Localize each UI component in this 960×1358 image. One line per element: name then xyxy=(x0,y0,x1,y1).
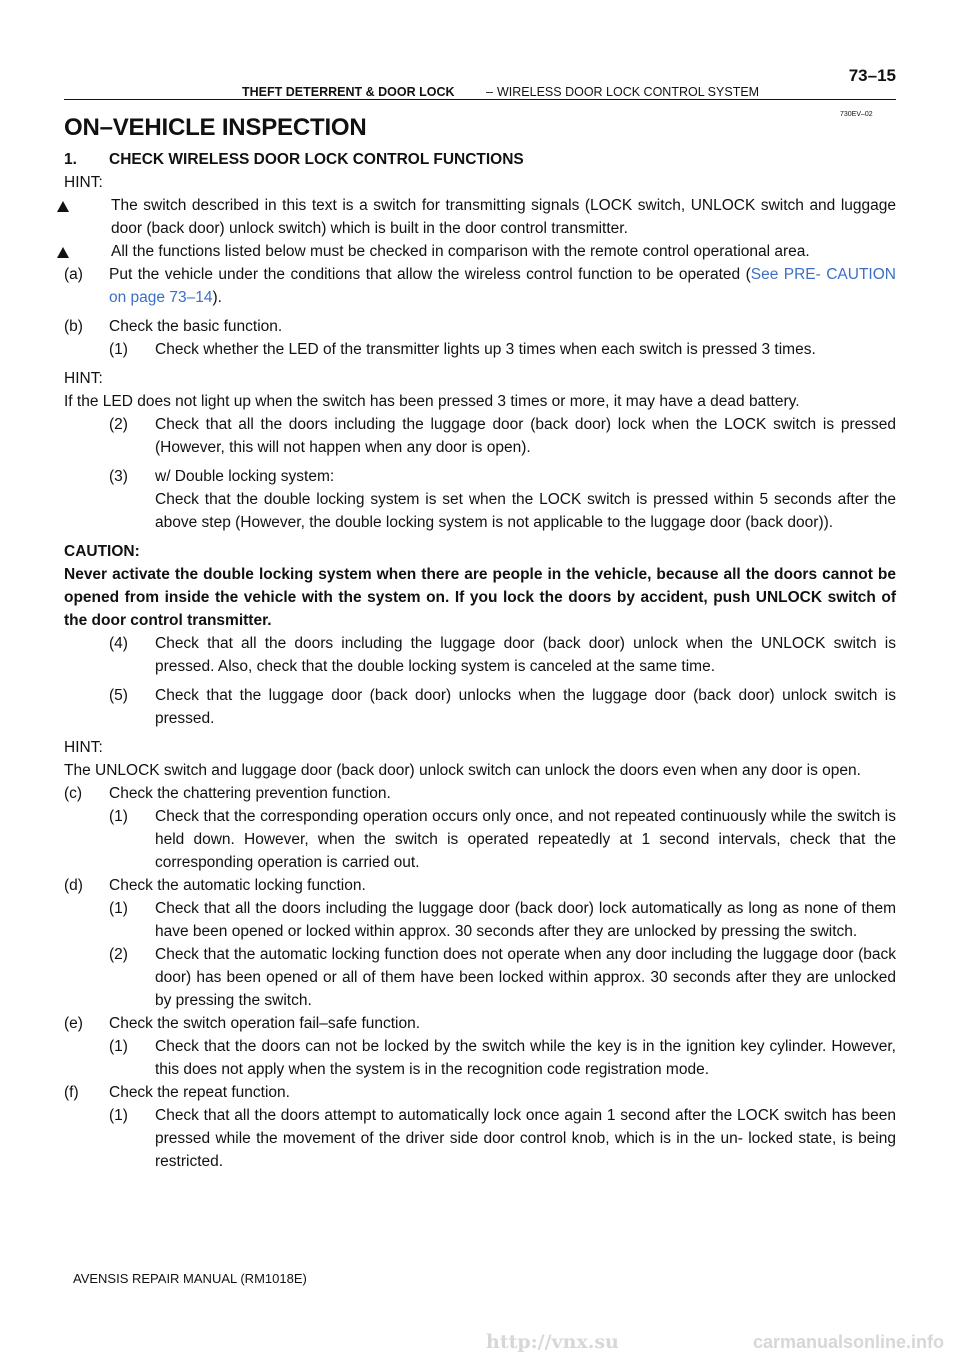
step-number: 1. xyxy=(64,151,77,168)
item-f xyxy=(64,1081,896,1104)
subitem xyxy=(64,684,896,730)
item-label: (c) xyxy=(64,785,83,802)
hint-label: HINT: xyxy=(64,174,103,191)
subitem-label: (3) xyxy=(109,468,128,485)
document-body xyxy=(64,148,896,1173)
subitem-text: Check that all the doors including the luggage door (back door) lock when the LOCK switch is pressed (However, this will not happen when any door is open). xyxy=(155,416,896,456)
subitem-text: Check that all the doors attempt to automatically lock once again 1 second after the LOCK switch has been pressed while the movement of the driver side door control knob, which is in the un- locked state, is being restricted. xyxy=(155,1107,896,1170)
caution-label: CAUTION: xyxy=(64,543,140,560)
subitem-label: (1) xyxy=(109,1107,128,1124)
step-heading xyxy=(64,148,896,171)
subitem-text: Check that the doors can not be locked by the switch while the key is in the ignition key cylinder. However, this does not apply when the system is in the recognition code registration mode. xyxy=(155,1038,896,1078)
subitem-label: (1) xyxy=(109,341,128,358)
item-text: Check the chattering prevention function. xyxy=(109,785,391,802)
item-text: Put the vehicle under the conditions that allow the wireless control function to be operated ( xyxy=(109,266,751,283)
step-title: CHECK WIRELESS DOOR LOCK CONTROL FUNCTIONS xyxy=(109,151,524,168)
subitem xyxy=(64,805,896,874)
header-section: THEFT DETERRENT & DOOR LOCK xyxy=(242,85,455,99)
subitem-label: (5) xyxy=(109,687,128,704)
hint-label: HINT: xyxy=(64,370,103,387)
page-title: ON–VEHICLE INSPECTION xyxy=(64,114,367,141)
subitem xyxy=(64,413,896,459)
item-text: Check the switch operation fail–safe function. xyxy=(109,1015,421,1032)
subitem-label: (1) xyxy=(109,808,128,825)
hint-bullet xyxy=(64,240,896,263)
subitem-label: (1) xyxy=(109,900,128,917)
item-text: Check the automatic locking function. xyxy=(109,877,366,894)
subitem-text: Check that all the doors including the luggage door (back door) lock automatically as long as none of them have been opened or locked within approx. 30 seconds after they are unlocked by pressing the switch. xyxy=(155,900,896,940)
subitem-text: Check that all the doors including the luggage door (back door) unlock when the UNLOCK switch is pressed. Also, check that the double locking system is canceled at the same time. xyxy=(155,635,896,675)
bullet-text: All the functions listed below must be checked in comparison with the remote control operational area. xyxy=(111,243,810,260)
triangle-bullet-icon xyxy=(57,247,69,258)
hint-bullet xyxy=(64,194,896,240)
item-label: (e) xyxy=(64,1015,83,1032)
item-text: Check the repeat function. xyxy=(109,1084,290,1101)
hint-label: HINT: xyxy=(64,739,103,756)
subitem-label: (2) xyxy=(109,946,128,963)
header-subsection: WIRELESS DOOR LOCK CONTROL SYSTEM xyxy=(497,85,760,99)
item-label: (f) xyxy=(64,1084,79,1101)
watermark-right[interactable]: carmanualsonline.info xyxy=(753,1332,945,1352)
watermark-left[interactable]: http://vnx.su xyxy=(486,1331,619,1353)
reference-code: 730EV–02 xyxy=(840,111,873,118)
subitem-text: Check that the corresponding operation occurs only once, and not repeated continuously while the switch is held down. However, when the switch is operated repeatedly at 1 second intervals, check that the corresponding operation is carried out. xyxy=(155,808,896,871)
caution-text: Never activate the double locking system when there are people in the vehicle, because all the doors cannot be opened from inside the vehicle with the system on. If you lock the doors by accident, push UNLOCK switch of the door control transmitter. xyxy=(64,566,896,629)
item-e xyxy=(64,1012,896,1035)
item-b xyxy=(64,315,896,338)
subitem xyxy=(64,465,896,534)
item-c xyxy=(64,782,896,805)
bullet-text: The switch described in this text is a switch for transmitting signals (LOCK switch, UNLOCK switch and luggage door (back door) unlock switch) which is built in the door control transmitter. xyxy=(111,197,896,237)
subitem-text: Check that the automatic locking function does not operate when any door including the luggage door (back door) has been opened or all of them have been locked within approx. 30 seconds after they are unlocked by pressing the switch. xyxy=(155,946,896,1009)
header-rule xyxy=(64,99,896,100)
subitem-label: (4) xyxy=(109,635,128,652)
footer: AVENSIS REPAIR MANUAL (RM1018E) xyxy=(73,1271,307,1286)
item-text: Check the basic function. xyxy=(109,318,283,335)
subitem-text: Check that the luggage door (back door) unlocks when the luggage door (back door) unlock switch is pressed. xyxy=(155,687,896,727)
item-d xyxy=(64,874,896,897)
page-number: 73–15 xyxy=(848,66,896,85)
subitem xyxy=(64,943,896,1012)
hint-text: The UNLOCK switch and luggage door (back door) unlock switch can unlock the doors even when any door is open. xyxy=(64,762,861,779)
subitem xyxy=(64,1035,896,1081)
subitem-text-2: Check that the double locking system is set when the LOCK switch is pressed within 5 seconds after the above step (However, the double locking system is not applicable to the luggage door (back door)). xyxy=(155,491,896,531)
hint-text: If the LED does not light up when the switch has been pressed 3 times or more, it may have a dead battery. xyxy=(64,393,800,410)
item-text-end: ). xyxy=(212,289,222,306)
item-label: (d) xyxy=(64,877,83,894)
subitem xyxy=(64,897,896,943)
subitem-label: (2) xyxy=(109,416,128,433)
subitem-text: w/ Double locking system: xyxy=(155,468,335,485)
item-label: (b) xyxy=(64,318,83,335)
subitem xyxy=(64,338,896,361)
subitem xyxy=(64,632,896,678)
precaution-link[interactable]: See PRE- CAUTION on page 73–14 xyxy=(109,266,896,306)
item-a xyxy=(64,263,896,309)
subitem-label: (1) xyxy=(109,1038,128,1055)
subitem xyxy=(64,1104,896,1173)
item-label: (a) xyxy=(64,266,83,283)
header-separator: – xyxy=(486,85,493,99)
subitem-text: Check whether the LED of the transmitter lights up 3 times when each switch is pressed 3 times. xyxy=(155,341,816,358)
triangle-bullet-icon xyxy=(57,201,69,212)
